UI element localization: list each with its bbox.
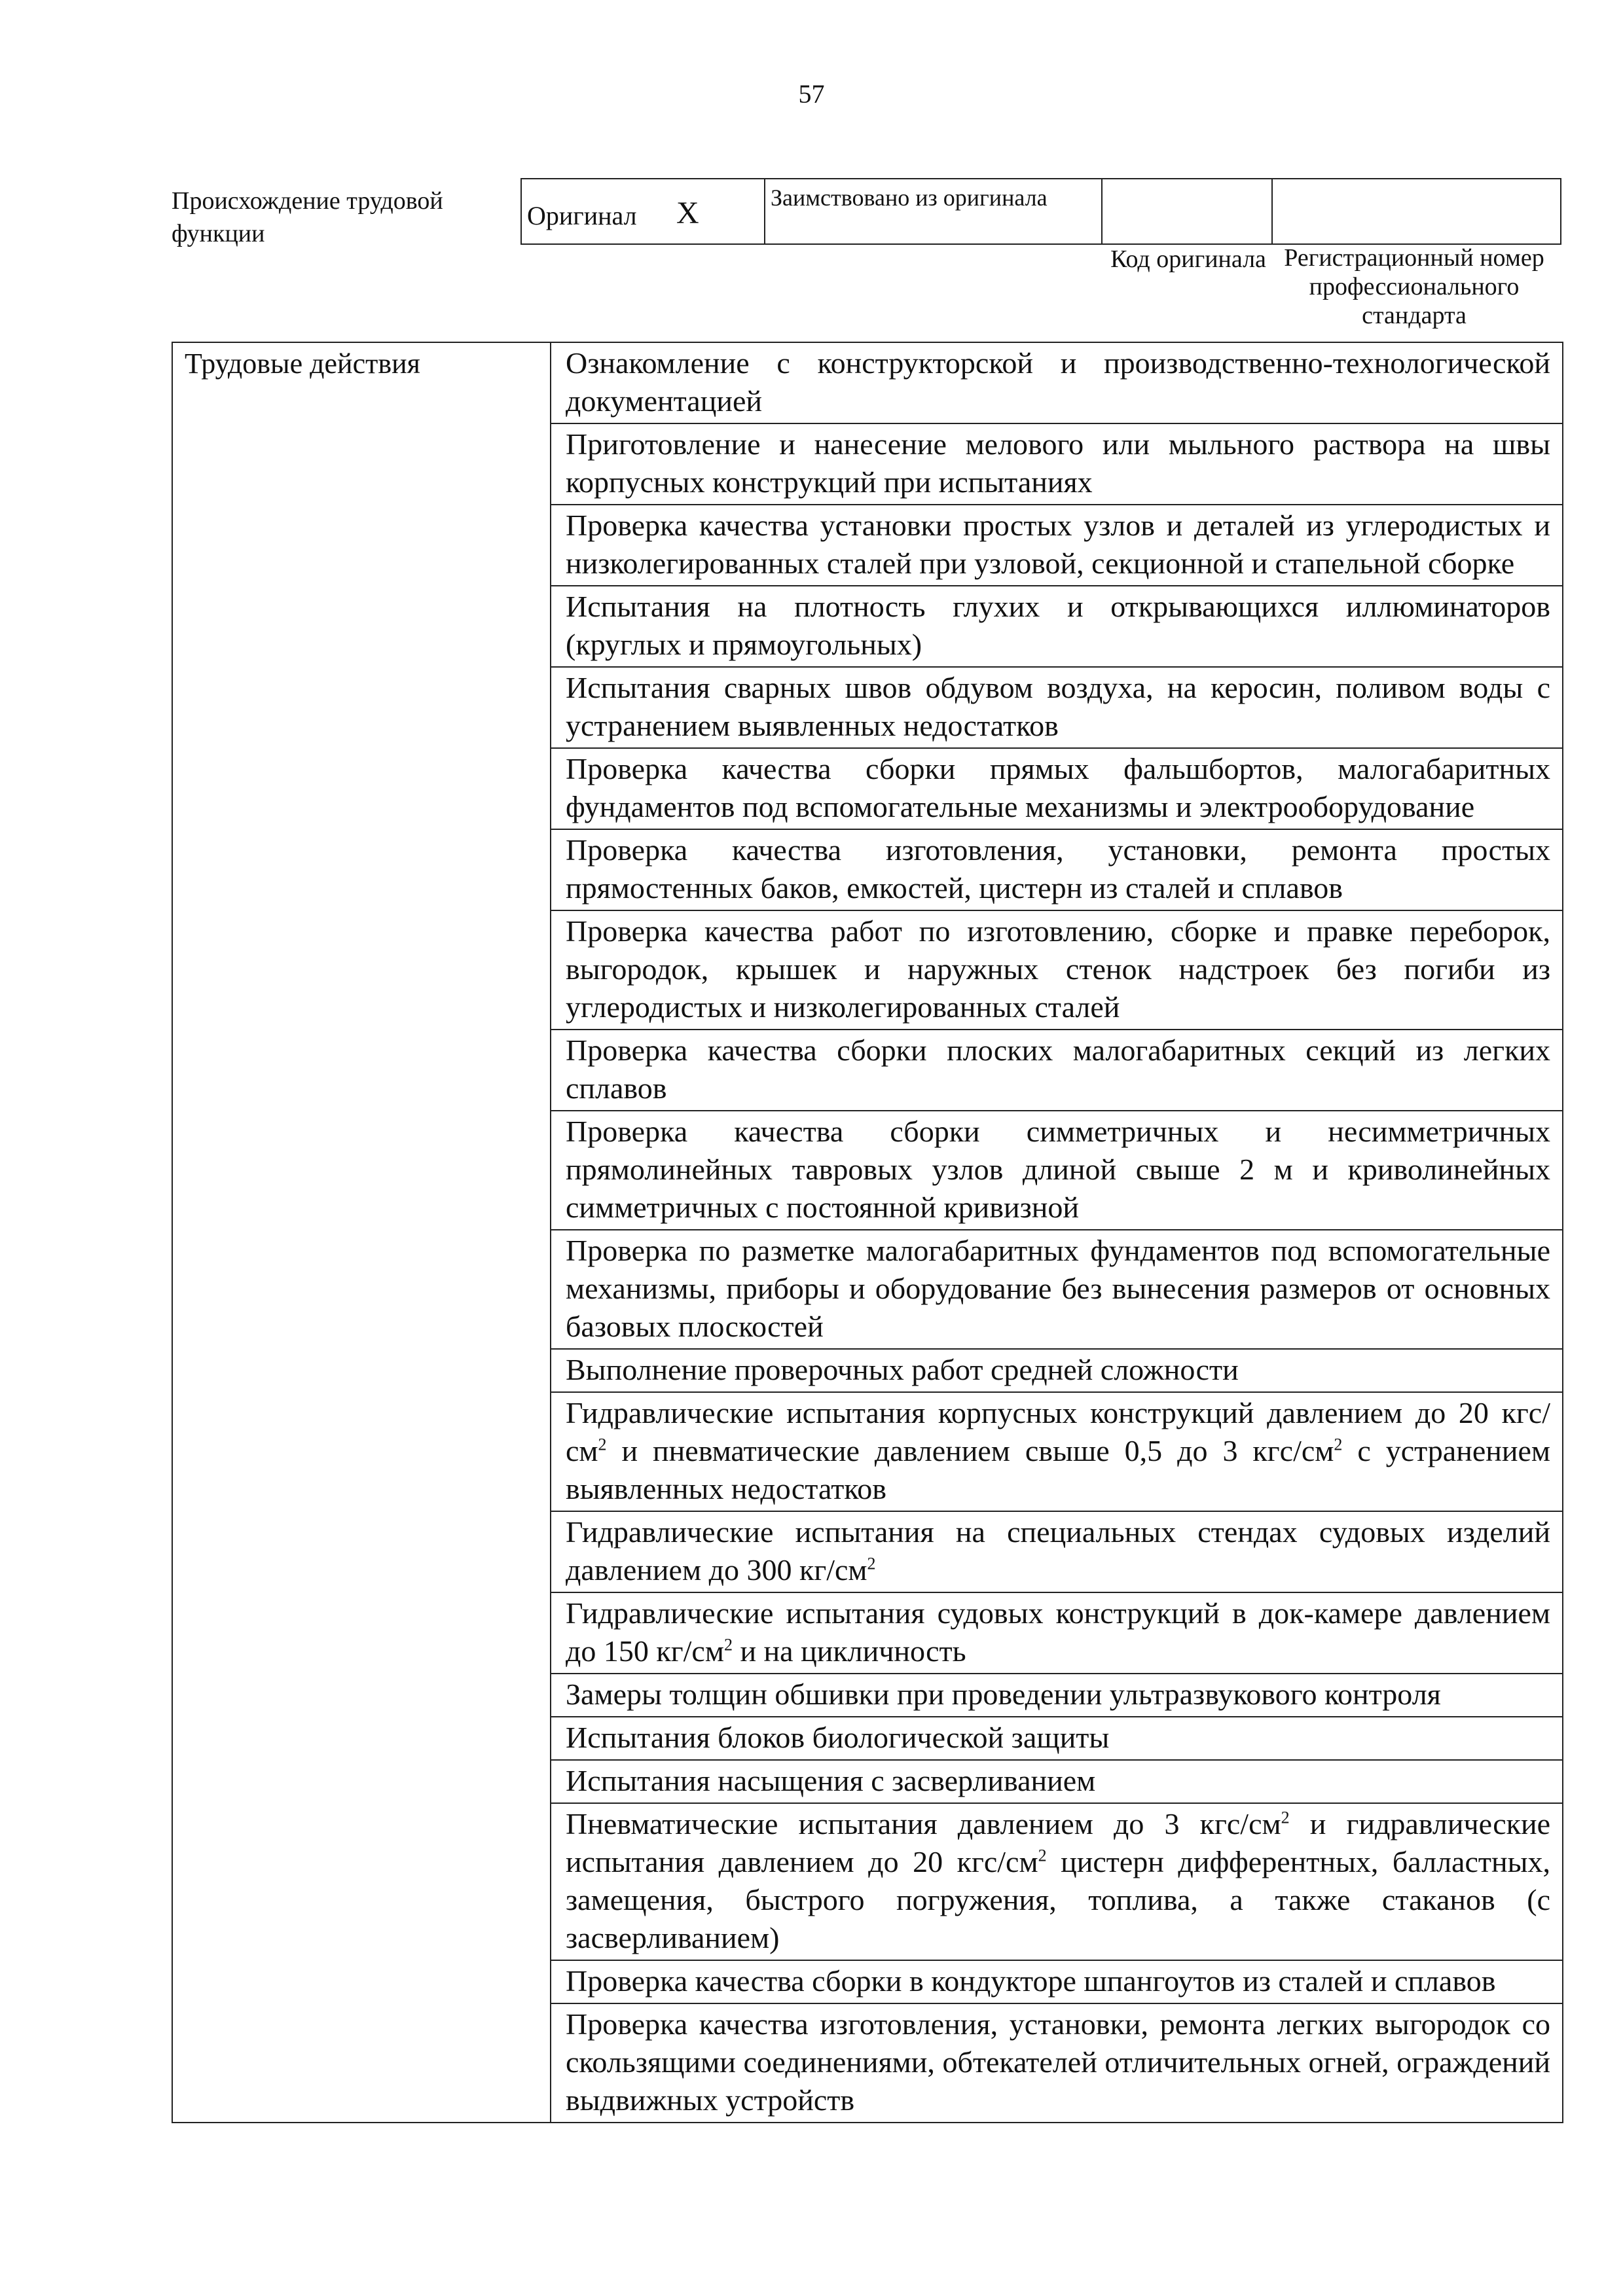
labor-action-item xyxy=(551,1593,1562,1674)
labor-action-text: Гидравлические испытания на специальных стендах судовых изделий давлением до 300 кг/см xyxy=(566,1515,1550,1587)
labor-action-text: и пневматические давлением свыше 0,5 до 3 кгс/см xyxy=(606,1434,1334,1467)
origin-borrowed-cell: Заимствовано из оригинала xyxy=(765,179,1103,243)
labor-action-text: и на цикличность xyxy=(732,1634,966,1668)
origin-original-label: Оригинал xyxy=(527,201,637,230)
labor-action-item: Замеры толщин обшивки при проведении ультразвукового контроля xyxy=(551,1674,1562,1717)
labor-action-item: Проверка качества сборки прямых фальшбортов, малогабаритных фундаментов под вспомогательные механизмы и электрооборудование xyxy=(551,749,1562,830)
labor-action-item: Проверка качества изготовления, установки, ремонта простых прямостенных баков, емкостей, цистерн из сталей и сплавов xyxy=(551,830,1562,911)
origin-original-cell xyxy=(522,179,765,243)
code-caption: Код оригинала xyxy=(1110,245,1266,273)
labor-action-item: Испытания насыщения с засверливанием xyxy=(551,1761,1562,1804)
page-number: 57 xyxy=(798,79,825,109)
labor-action-item: Проверка качества сборки в кондукторе шпангоутов из сталей и сплавов xyxy=(551,1961,1562,2004)
origin-original-mark: X xyxy=(676,196,699,230)
origin-code-cell xyxy=(1103,179,1273,243)
labor-action-item xyxy=(551,1804,1562,1961)
superscript: 2 xyxy=(1038,1846,1047,1865)
superscript: 2 xyxy=(598,1435,607,1454)
origin-box xyxy=(520,178,1561,245)
labor-action-item: Испытания сварных швов обдувом воздуха, на керосин, поливом воды с устранением выявленных недостатков xyxy=(551,668,1562,749)
labor-action-item: Приготовление и нанесение мелового или мыльного раствора на швы корпусных конструкций при испытаниях xyxy=(551,424,1562,505)
origin-reg-cell xyxy=(1273,179,1560,243)
labor-action-text: и гидравлические испытания давлением до 20 кгс/см xyxy=(566,1807,1550,1878)
labor-action-text: Гидравлические испытания судовых конструкций в док-камере давлением до 150 кг/см xyxy=(566,1596,1550,1668)
labor-action-item: Проверка качества работ по изготовлению, сборке и правке переборок, выгородок, крышек и наружных стенок надстроек без погиби из углеродистых и низколегированных сталей xyxy=(551,911,1562,1030)
labor-action-text: Пневматические испытания давлением до 3 кгс/см xyxy=(566,1807,1281,1840)
labor-action-item: Проверка по разметке малогабаритных фундаментов под вспомогательные механизмы, приборы и оборудование без вынесения размеров от основных базовых плоскостей xyxy=(551,1230,1562,1350)
labor-action-item: Проверка качества установки простых узлов и деталей из углеродистых и низколегированных сталей при узловой, секционной и стапельной сборке xyxy=(551,505,1562,586)
labor-action-item: Выполнение проверочных работ средней сложности xyxy=(551,1350,1562,1393)
superscript: 2 xyxy=(1334,1435,1343,1454)
labor-action-item: Проверка качества изготовления, установки, ремонта легких выгородок со скользящими соединениями, обтекателей отличительных огней, ограждений выдвижных устройств xyxy=(566,2007,1550,2117)
superscript: 2 xyxy=(867,1554,876,1573)
labor-action-text: с устранением выявленных недостатков xyxy=(566,1434,1551,1505)
reg-number-caption: Регистрационный номер профессионального стандарта xyxy=(1284,244,1544,329)
labor-actions-table xyxy=(172,342,1563,2123)
labor-action-item: Проверка качества сборки симметричных и несимметричных прямолинейных тавровых узлов длиной свыше 2 м и криволинейных симметричных с постоянной кривизной xyxy=(551,1111,1562,1230)
superscript: 2 xyxy=(723,1635,733,1655)
labor-action-item: Проверка качества сборки плоских малогабаритных секций из легких сплавов xyxy=(551,1030,1562,1111)
labor-action-item: Ознакомление с конструкторской и производственно-технологической документацией xyxy=(551,343,1562,424)
labor-action-item xyxy=(551,1393,1562,1512)
labor-actions-label: Трудовые действия xyxy=(172,342,551,2123)
origin-label: Происхождение трудовой функции xyxy=(172,187,443,247)
labor-actions-list xyxy=(551,342,1563,2123)
labor-action-item: Испытания на плотность глухих и открывающихся иллюминаторов (круглых и прямоугольных) xyxy=(551,586,1562,668)
superscript: 2 xyxy=(1281,1808,1290,1827)
labor-action-text: Гидравлические испытания корпусных конструкций давлением до 20 кгс/см xyxy=(566,1396,1550,1467)
labor-action-item xyxy=(551,1512,1562,1593)
labor-action-text: цистерн дифферентных, балластных, замещения, быстрого погружения, топлива, а также стаканов (с засверливанием) xyxy=(566,1845,1550,1954)
labor-action-item: Испытания блоков биологической защиты xyxy=(551,1717,1562,1761)
